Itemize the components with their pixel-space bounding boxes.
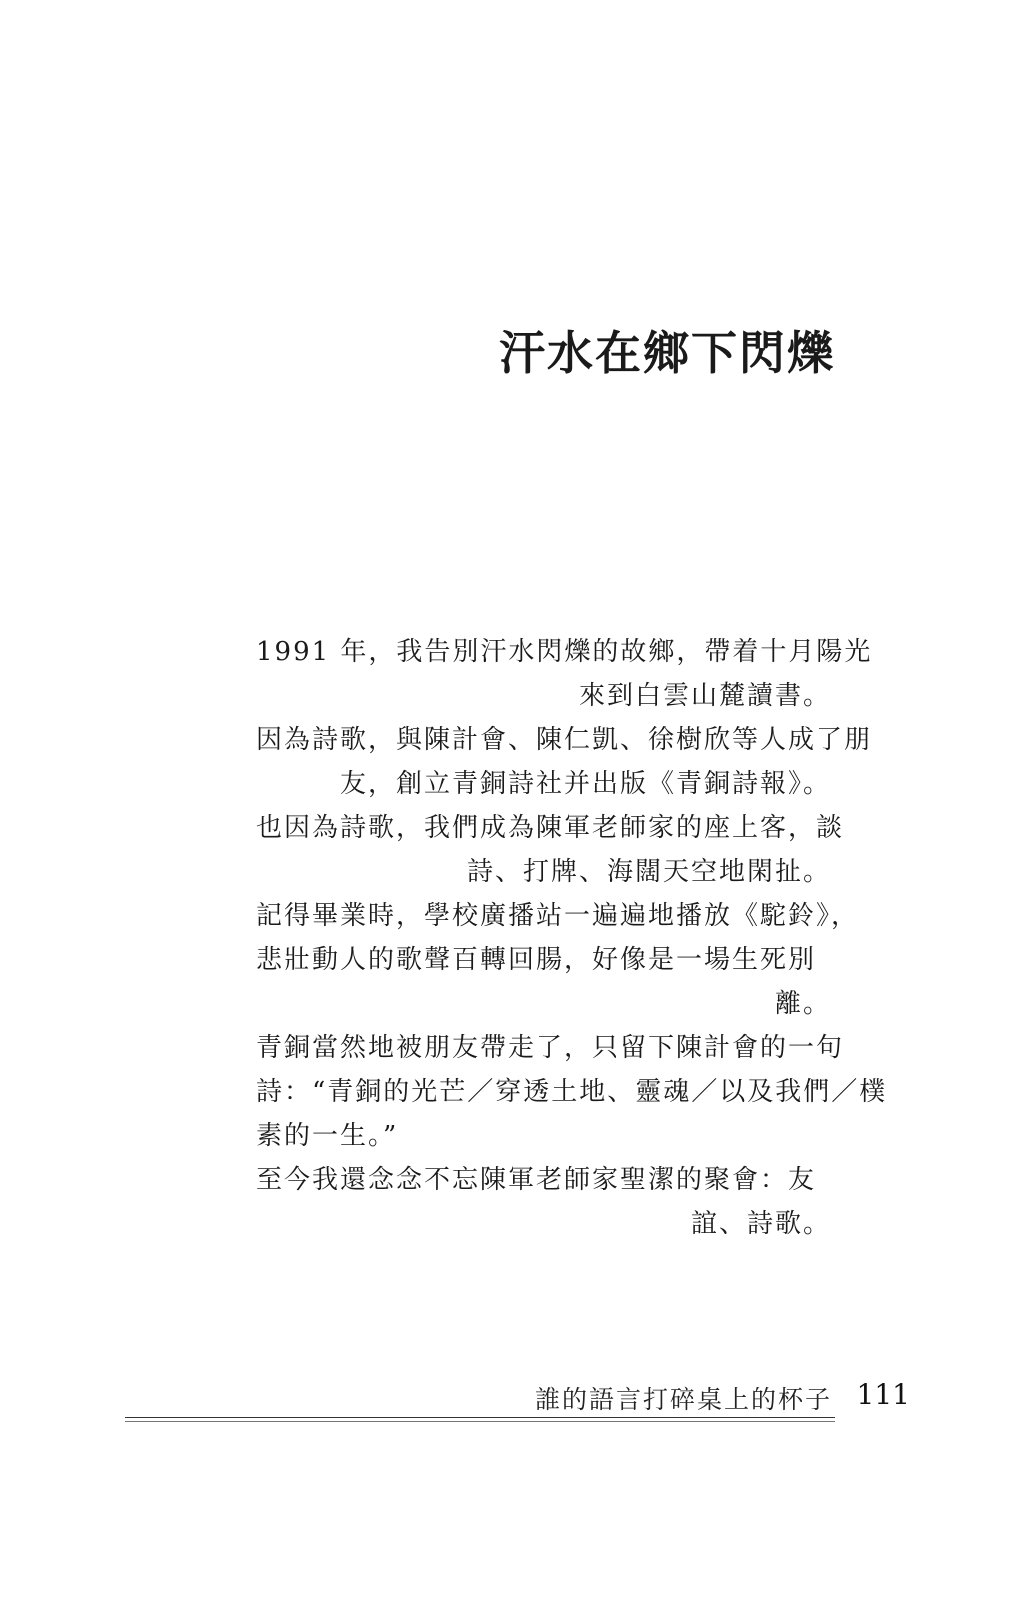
stanza bbox=[256, 1158, 831, 1246]
poem-line: 離。 bbox=[774, 989, 831, 1019]
page-number: 111 bbox=[856, 1378, 910, 1411]
poem-title: 汗水在鄉下閃爍 bbox=[499, 325, 835, 380]
poem-line: 素的一生。” bbox=[256, 1121, 399, 1151]
poem-line: 來到白雲山麓讀書。 bbox=[578, 681, 831, 711]
poem-line: 詩：“青銅的光芒／穿透土地、靈魂／以及我們／樸 bbox=[256, 1077, 888, 1107]
footer-rule bbox=[125, 1421, 835, 1422]
stanza bbox=[256, 718, 873, 806]
stanza bbox=[256, 630, 873, 718]
poem-line: 青銅當然地被朋友帶走了，只留下陳計會的一句 bbox=[256, 1033, 845, 1063]
poem-line: 誼、詩歌。 bbox=[690, 1209, 831, 1239]
stanza bbox=[256, 806, 845, 894]
poem-line: 詩、打牌、海闊天空地閑扯。 bbox=[466, 857, 831, 887]
page-footer bbox=[125, 1374, 910, 1434]
footer-rule bbox=[125, 1417, 835, 1418]
running-title: 誰的語言打碎桌上的杯子 bbox=[534, 1385, 832, 1414]
stanza bbox=[256, 1026, 888, 1158]
poem-line: 至今我還念念不忘陳軍老師家聖潔的聚會：友 bbox=[256, 1165, 817, 1195]
poem-line: 1991 年，我告別汗水閃爍的故鄉，帶着十月陽光 bbox=[256, 637, 873, 667]
poem-line: 記得畢業時，學校廣播站一遍遍地播放《駝鈴》， bbox=[256, 901, 860, 931]
poem-line: 也因為詩歌，我們成為陳軍老師家的座上客，談 bbox=[256, 813, 845, 843]
stanza bbox=[256, 894, 860, 1026]
poem-line: 悲壯動人的歌聲百轉回腸，好像是一場生死別 bbox=[256, 945, 817, 975]
poem-line: 友，創立青銅詩社并出版《青銅詩報》。 bbox=[339, 769, 831, 799]
poem-line: 因為詩歌，與陳計會、陳仁凱、徐樹欣等人成了朋 bbox=[256, 725, 873, 755]
poem-body bbox=[256, 630, 888, 1246]
